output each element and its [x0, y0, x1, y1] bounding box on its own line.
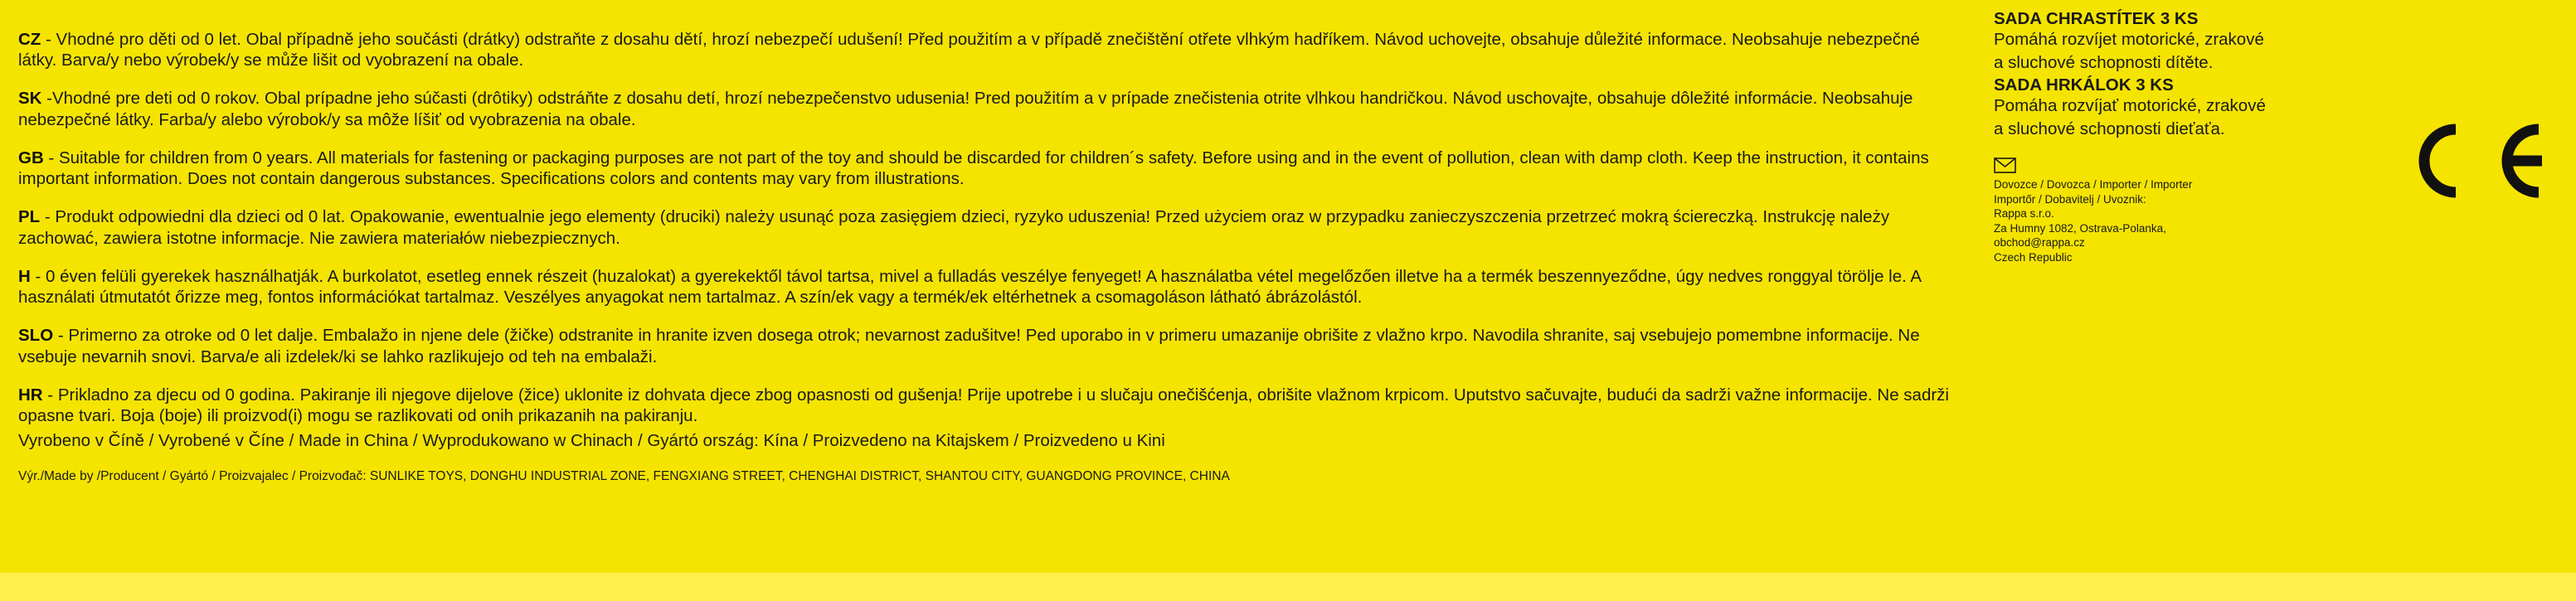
importer-address: Za Humny 1082, Ostrava-Polanka,	[1994, 221, 2166, 235]
importer-country: Czech Republic	[1994, 250, 2073, 264]
lang-text-h: - 0 éven felüli gyerekek használhatják. A burkolatot, esetleg ennek részeit (huzalokat) a gyerekektől távol tartsa, mivel a fulladás veszélye fenyeget! A használatba vétel megelőzően illetve ha a termék beszennyeződne, úgy nedves ronggyal törölje le. A használati útmutatót őrizze meg, fontos információkat tartalmaz. Veszélyes anyagokat nem tartalmaz. A szín/ek vagy a termék/ek eltérhetnek a csomagoláson látható ábrázolástól.	[18, 266, 1921, 307]
product-desc-cz-line2: a sluchové schopnosti dítěte.	[1994, 52, 2214, 72]
lang-text-gb: - Suitable for children from 0 years. All materials for fastening or packaging purposes are not part of the toy and should be discarded for children´s safety. Before using and in the event of pollution, clean with damp cloth. Keep the instruction, it contains important information. Does not contain dangerous substances. Specifications colors and contents may vary from illustrations.	[18, 148, 1929, 188]
importer-email: obchod@rappa.cz	[1994, 236, 2085, 249]
bottom-band	[0, 573, 2576, 601]
product-title-cz: SADA CHRASTÍTEK 3 KS	[1994, 9, 2199, 28]
language-block-slo	[18, 325, 1959, 367]
lang-code-slo: SLO	[18, 326, 54, 345]
multilingual-instructions	[18, 12, 1959, 498]
envelope-icon	[1994, 158, 2016, 173]
lang-text-hr: - Prikladno za djecu od 0 godina. Pakiranje ili njegove dijelove (žice) uklonite iz dohvata djece zbog opasnosti od gušenja! Prije upotrebe i u slučaju onečišćenja, obrišite vlažnom krpicom. Uputstvo sačuvajte, budući da sadrži važne informacije. Ne sadrži opasne tvari. Boja (boje) ili proizvod(i) mogu se razlikovati od onih prikazanih na pakiranju.	[18, 385, 1949, 425]
product-title-sk: SADA HRKÁLOK 3 KS	[1994, 75, 2174, 95]
lang-text-pl: - Produkt odpowiedni dla dzieci od 0 lat. Opakowanie, ewentualnie jego elementy (druciki) należy usunąć poza zasięgiem dzieci, ryzyko uduszenia! Przed użyciem oraz w przypadku zanieczyszczenia przetrzeć mokrą ściereczką. Instrukcję należy zachować, zawiera istotne informacje. Nie zawiera materiałów niebezpiecznych.	[18, 207, 1890, 248]
product-info-panel	[1994, 8, 2350, 264]
product-desc-cz-line1: Pomáhá rozvíjet motorické, zrakové	[1994, 30, 2264, 49]
product-desc-sk-line1: Pomáha rozvíjať motorické, zrakové	[1994, 96, 2266, 115]
ce-marking-icon	[2410, 123, 2547, 199]
importer-company: Rappa s.r.o.	[1994, 207, 2054, 220]
product-desc-sk-line2: a sluchové schopnosti dieťaťa.	[1994, 119, 2225, 138]
importer-roles-line1: Dovozce / Dovozca / Importer / Importer	[1994, 178, 2193, 191]
made-in-line: Vyrobeno v Číně / Vyrobené v Číne / Made in China / Wyprodukowano w Chinach / Gyártó ország: Kína / Proizvedeno na Kitajskem / Proizvedeno u Kini	[18, 430, 1165, 450]
lang-code-pl: PL	[18, 207, 41, 226]
lang-code-sk: SK	[18, 89, 42, 108]
importer-roles-line2: Importőr / Dobavitelj / Uvoznik:	[1994, 192, 2146, 206]
lang-text-cz: - Vhodné pro děti od 0 let. Obal případně jeho součásti (drátky) odstraňte z dosahu dětí, hrozí nebezpečí udušení! Před použitím a v případě znečištění otřete vlhkým hadříkem. Návod uchovejte, obsahuje důležité informace. Neobsahuje nebezpečné látky. Barva/y nebo výrobek/y se může lišit od vyobrazení na obale.	[18, 29, 1920, 70]
language-block-gb	[18, 148, 1959, 190]
language-block-pl	[18, 206, 1959, 249]
lang-code-cz: CZ	[18, 29, 41, 49]
language-block-hr	[18, 385, 1959, 427]
language-block-sk	[18, 88, 1959, 130]
lang-code-h: H	[18, 266, 31, 286]
lang-text-slo: - Primerno za otroke od 0 let dalje. Embalažo in njene dele (žičke) odstranite in hranite izven dosega otrok; nevarnost zadušitve! Ped uporabo in v primeru umazanije obrišite z vlažno krpo. Navodila shranite, saj vsebujejo pomembne informacije. Ne vsebuje nevarnih snovi. Barva/e ali izdelek/ki se lahko razlikujejo od teh na embalaži.	[18, 326, 1920, 366]
lang-code-hr: HR	[18, 385, 43, 405]
language-block-cz	[18, 29, 1959, 71]
lang-code-gb: GB	[18, 148, 44, 167]
language-block-h	[18, 266, 1959, 308]
producer-line: Výr./Made by /Producent / Gyártó / Proizvajalec / Proizvođač: SUNLIKE TOYS, DONGHU INDUSTRIAL ZONE, FENGXIANG STREET, CHENGHAI DISTRICT, SHANTOU CITY, GUANGDONG PROVINCE, CHINA	[18, 469, 1230, 483]
lang-text-sk: -Vhodné pre deti od 0 rokov. Obal prípadne jeho súčasti (drôtiky) odstráňte z dosahu detí, hrozí nebezpečenstvo udusenia! Pred použitím a v prípade znečistenia otrite vlhkou handričkou. Návod uschovajte, obsahuje dôležité informácie. Neobsahuje nebezpečné látky. Farba/y alebo výrobok/y sa môže líšiť od vyobrazenia na obale.	[18, 89, 1913, 129]
importer-block	[1994, 158, 2350, 264]
